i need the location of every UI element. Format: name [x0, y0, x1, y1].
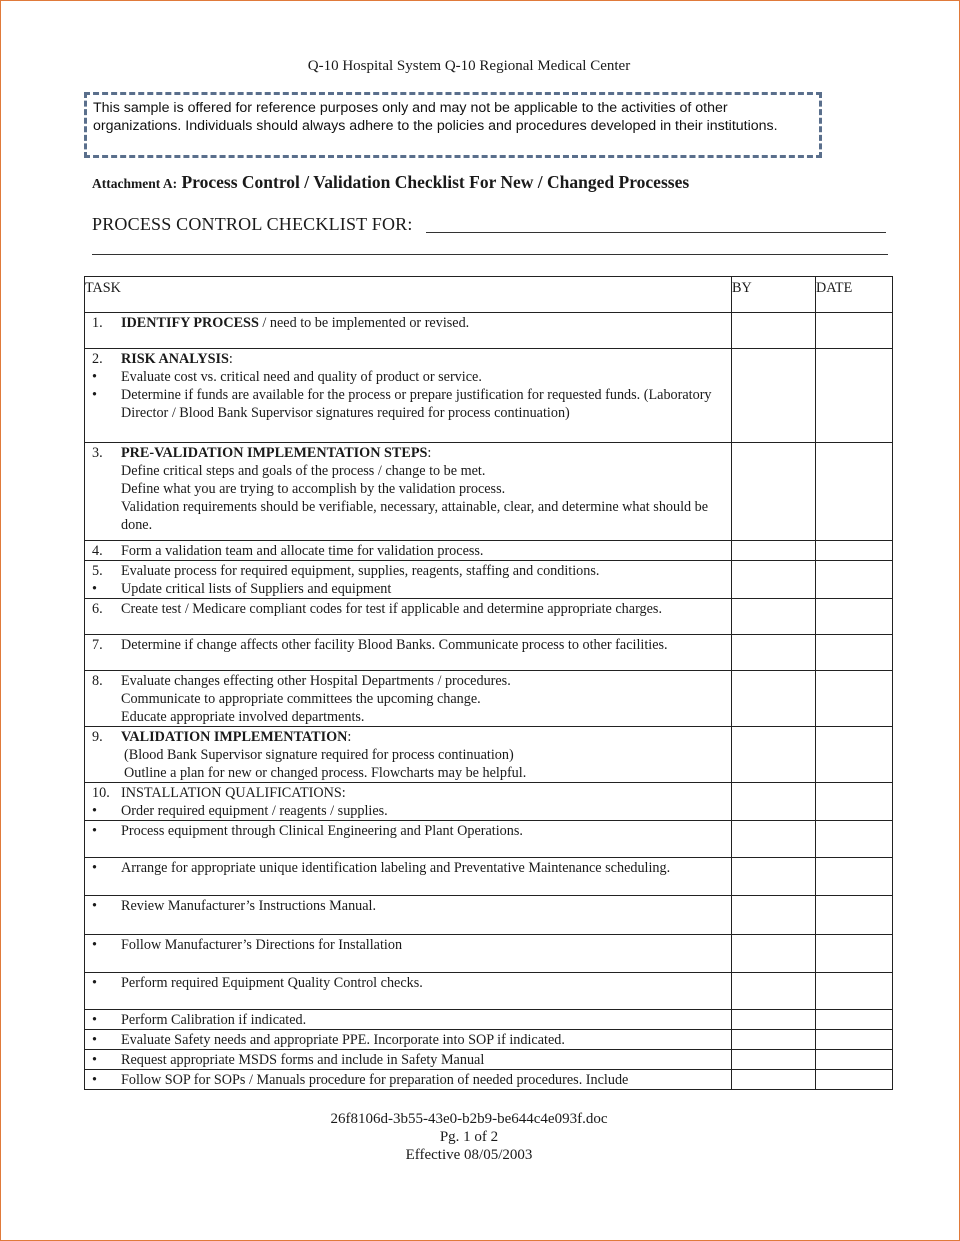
- date-cell[interactable]: [816, 858, 893, 896]
- task-text: Evaluate cost vs. critical need and quality of product or service.: [121, 369, 482, 385]
- table-row: [85, 313, 893, 349]
- task-cell: [85, 443, 732, 541]
- task-line: [85, 936, 731, 954]
- task-text: Determine if change affects other facility Blood Banks. Communicate process to other facilities.: [121, 637, 668, 653]
- footer-effective-date: Effective 08/05/2003: [405, 1147, 533, 1163]
- task-line: [85, 708, 731, 726]
- task-text: Communicate to appropriate committees the upcoming change.: [121, 691, 481, 707]
- task-cell: [85, 1050, 732, 1070]
- task-heading: PRE-VALIDATION IMPLEMENTATION STEPS: [121, 445, 428, 461]
- task-line: [85, 350, 731, 368]
- by-cell[interactable]: [732, 821, 816, 858]
- by-cell[interactable]: [732, 561, 816, 599]
- bullet-icon: •: [92, 1032, 97, 1048]
- task-cell: [85, 783, 732, 821]
- by-cell[interactable]: [732, 443, 816, 541]
- task-text: Follow Manufacturer’s Directions for Installation: [121, 937, 403, 953]
- by-cell[interactable]: [732, 783, 816, 821]
- date-cell[interactable]: [816, 443, 893, 541]
- checklist-for-label: PROCESS CONTROL CHECKLIST FOR:: [92, 214, 413, 234]
- task-line: [85, 802, 731, 820]
- table-row: [85, 1030, 893, 1050]
- page-footer: [0, 1110, 938, 1164]
- table-row: [85, 635, 893, 671]
- date-cell[interactable]: [816, 1070, 893, 1090]
- date-cell[interactable]: [816, 349, 893, 443]
- task-text: Update critical lists of Suppliers and equipment: [121, 581, 392, 597]
- by-cell[interactable]: [732, 635, 816, 671]
- bullet-icon: •: [92, 581, 97, 597]
- task-line: [85, 600, 731, 618]
- task-text: :: [427, 445, 432, 461]
- task-text: Arrange for appropriate unique identification labeling and Preventative Maintenance scheduling.: [121, 860, 671, 876]
- date-cell[interactable]: [816, 783, 893, 821]
- item-number: 6.: [92, 601, 103, 617]
- item-number: 3.: [92, 445, 103, 461]
- task-text: Perform required Equipment Quality Control checks.: [121, 975, 423, 991]
- table-row: [85, 541, 893, 561]
- task-cell: [85, 935, 732, 973]
- task-cell: [85, 349, 732, 443]
- task-line: [85, 1071, 731, 1089]
- table-row: [85, 727, 893, 783]
- disclaimer-box: This sample is offered for reference purposes only and may not be applicable to the activities of other organizations. Individuals should always adhere to the policies and procedures developed in their institutions.: [84, 92, 822, 158]
- task-line: [85, 480, 731, 498]
- task-cell: [85, 727, 732, 783]
- task-cell: [85, 1010, 732, 1030]
- by-cell[interactable]: [732, 858, 816, 896]
- task-text: Validation requirements should be verifiable, necessary, attainable, clear, and determine what should be done.: [121, 499, 709, 533]
- date-cell[interactable]: [816, 1010, 893, 1030]
- date-cell[interactable]: [816, 313, 893, 349]
- task-line: [85, 859, 731, 877]
- attachment-heading: Process Control / Validation Checklist For New / Changed Processes: [181, 172, 690, 192]
- task-line: [85, 1051, 731, 1069]
- table-row: [85, 1050, 893, 1070]
- table-header-row: [85, 277, 893, 313]
- bullet-icon: •: [92, 823, 97, 839]
- date-cell[interactable]: [816, 561, 893, 599]
- footer-page-number: Pg. 1 of 2: [439, 1129, 499, 1145]
- task-text: Educate appropriate involved departments.: [121, 709, 365, 725]
- task-line: [85, 562, 731, 580]
- task-text: Request appropriate MSDS forms and include in Safety Manual: [121, 1052, 485, 1068]
- bullet-icon: •: [92, 1012, 97, 1028]
- task-line: [85, 690, 731, 708]
- task-line: [85, 974, 731, 992]
- table-row: [85, 599, 893, 635]
- task-line: [85, 368, 731, 386]
- table-row: [85, 1010, 893, 1030]
- task-text: Evaluate changes effecting other Hospital Departments / procedures.: [121, 673, 511, 689]
- date-cell[interactable]: [816, 671, 893, 727]
- task-cell: [85, 561, 732, 599]
- date-cell[interactable]: [816, 635, 893, 671]
- task-cell: [85, 1030, 732, 1050]
- task-text: Define what you are trying to accomplish by the validation process.: [121, 481, 506, 497]
- by-cell[interactable]: [732, 349, 816, 443]
- checklist-for-blank-line-2[interactable]: [92, 254, 888, 255]
- item-number: 10.: [92, 785, 110, 801]
- task-line: [85, 822, 731, 840]
- by-cell[interactable]: [732, 599, 816, 635]
- table-row: [85, 821, 893, 858]
- task-line: [85, 784, 731, 802]
- task-heading: VALIDATION IMPLEMENTATION: [121, 729, 348, 745]
- date-cell[interactable]: [816, 935, 893, 973]
- task-line: [85, 1011, 731, 1029]
- task-text: Perform Calibration if indicated.: [121, 1012, 307, 1028]
- task-cell: [85, 635, 732, 671]
- bullet-icon: •: [92, 860, 97, 876]
- attachment-title: [92, 172, 689, 193]
- table-row: [85, 671, 893, 727]
- task-cell: [85, 896, 732, 935]
- table-row: [85, 349, 893, 443]
- task-line: [85, 746, 731, 764]
- attachment-prefix: Attachment A:: [92, 176, 178, 191]
- task-line: [85, 897, 731, 915]
- task-line: [85, 764, 731, 782]
- task-heading: IDENTIFY PROCESS: [121, 315, 259, 331]
- task-cell: [85, 821, 732, 858]
- by-cell[interactable]: [732, 973, 816, 1010]
- table-row: [85, 858, 893, 896]
- by-cell[interactable]: [732, 727, 816, 783]
- by-cell[interactable]: [732, 935, 816, 973]
- page-header: Q-10 Hospital System Q-10 Regional Medical Center: [307, 58, 631, 74]
- header-by: BY: [732, 277, 816, 313]
- task-line: [85, 636, 731, 654]
- header-date: DATE: [816, 277, 893, 313]
- task-line: [85, 580, 731, 598]
- task-line: [85, 672, 731, 690]
- table-row: [85, 935, 893, 973]
- item-number: 9.: [92, 729, 103, 745]
- task-text: Outline a plan for new or changed process. Flowcharts may be helpful.: [124, 765, 527, 781]
- task-text: :: [228, 351, 233, 367]
- table-row: [85, 783, 893, 821]
- bullet-icon: •: [92, 1072, 97, 1088]
- by-cell[interactable]: [732, 541, 816, 561]
- item-number: 2.: [92, 351, 103, 367]
- date-cell[interactable]: [816, 821, 893, 858]
- by-cell[interactable]: [732, 896, 816, 935]
- task-cell: [85, 973, 732, 1010]
- bullet-icon: •: [92, 937, 97, 953]
- bullet-icon: •: [92, 1052, 97, 1068]
- task-cell: [85, 858, 732, 896]
- bullet-icon: •: [92, 387, 97, 403]
- task-heading: RISK ANALYSIS: [121, 351, 229, 367]
- bullet-icon: •: [92, 369, 97, 385]
- bullet-icon: •: [92, 975, 97, 991]
- by-cell[interactable]: [732, 313, 816, 349]
- task-text: Define critical steps and goals of the process / change to be met.: [121, 463, 486, 479]
- task-line: [85, 728, 731, 746]
- task-cell: [85, 671, 732, 727]
- item-number: 7.: [92, 637, 103, 653]
- date-cell[interactable]: [816, 599, 893, 635]
- date-cell[interactable]: [816, 1030, 893, 1050]
- task-text: Form a validation team and allocate time for validation process.: [121, 543, 484, 559]
- item-number: 8.: [92, 673, 103, 689]
- by-cell[interactable]: [732, 1070, 816, 1090]
- task-cell: [85, 1070, 732, 1090]
- table-row: [85, 443, 893, 541]
- date-cell[interactable]: [816, 1050, 893, 1070]
- task-text: Evaluate process for required equipment, supplies, reagents, staffing and conditions.: [121, 563, 600, 579]
- table-row: [85, 973, 893, 1010]
- by-cell[interactable]: [732, 1050, 816, 1070]
- date-cell[interactable]: [816, 973, 893, 1010]
- task-text: :: [347, 729, 352, 745]
- task-text: (Blood Bank Supervisor signature required for process continuation): [124, 747, 514, 763]
- task-text: Review Manufacturer’s Instructions Manual.: [121, 898, 377, 914]
- task-line: [85, 498, 731, 534]
- bullet-icon: •: [92, 803, 97, 819]
- task-line: [85, 444, 731, 462]
- footer-doc-id: 26f8106d-3b55-43e0-b2b9-be644c4e093f.doc: [330, 1111, 608, 1127]
- item-number: 1.: [92, 315, 103, 331]
- task-text: Create test / Medicare compliant codes for test if applicable and determine appropriate charges.: [121, 601, 663, 617]
- table-row: [85, 561, 893, 599]
- task-line: [85, 1031, 731, 1049]
- task-cell: [85, 599, 732, 635]
- task-cell: [85, 541, 732, 561]
- bullet-icon: •: [92, 898, 97, 914]
- task-text: / need to be implemented or revised.: [258, 315, 470, 331]
- header-task: TASK: [85, 277, 732, 313]
- task-line: [85, 386, 731, 422]
- checklist-table: [84, 276, 893, 1090]
- task-line: [85, 462, 731, 480]
- table-row: [85, 1070, 893, 1090]
- date-cell[interactable]: [816, 541, 893, 561]
- task-text: Determine if funds are available for the process or prepare justification for requested funds. (Laboratory Director / Blood Bank Supervisor signatures required for process continuation): [121, 387, 712, 421]
- by-cell[interactable]: [732, 1030, 816, 1050]
- by-cell[interactable]: [732, 671, 816, 727]
- date-cell[interactable]: [816, 896, 893, 935]
- by-cell[interactable]: [732, 1010, 816, 1030]
- checklist-for-blank-line[interactable]: [426, 232, 886, 233]
- item-number: 5.: [92, 563, 103, 579]
- table-row: [85, 896, 893, 935]
- task-text: INSTALLATION QUALIFICATIONS:: [121, 785, 346, 801]
- task-text: Follow SOP for SOPs / Manuals procedure for preparation of needed procedures. Include: [121, 1072, 629, 1088]
- date-cell[interactable]: [816, 727, 893, 783]
- task-text: Order required equipment / reagents / supplies.: [121, 803, 388, 819]
- item-number: 4.: [92, 543, 103, 559]
- task-line: [85, 314, 731, 332]
- task-text: Evaluate Safety needs and appropriate PPE. Incorporate into SOP if indicated.: [121, 1032, 565, 1048]
- task-cell: [85, 313, 732, 349]
- task-text: Process equipment through Clinical Engineering and Plant Operations.: [121, 823, 523, 839]
- task-line: [85, 542, 731, 560]
